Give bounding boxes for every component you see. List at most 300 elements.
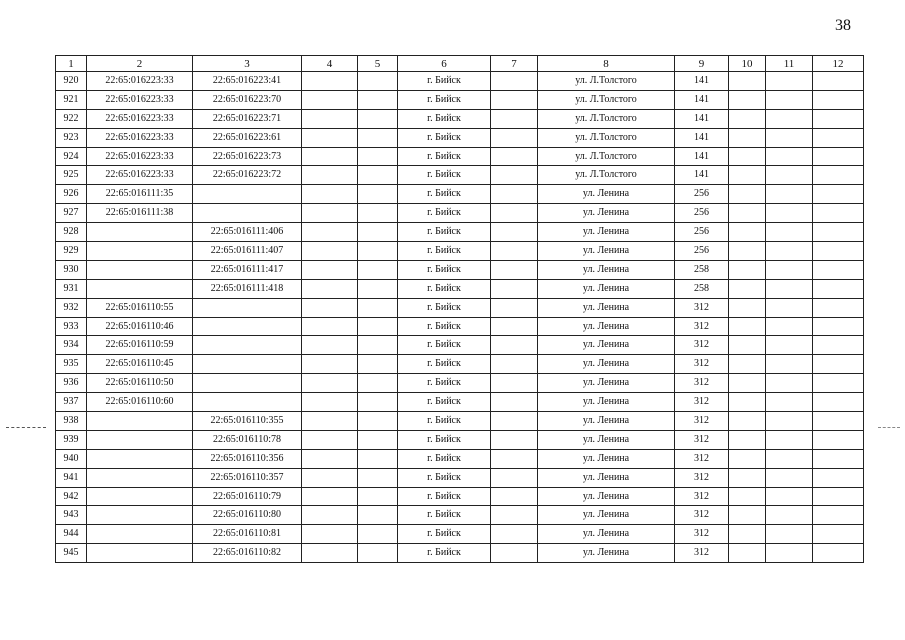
table-cell: 938: [56, 412, 87, 431]
table-cell: [491, 298, 538, 317]
table-cell: 256: [675, 185, 729, 204]
column-header: 8: [538, 56, 675, 72]
table-cell: 22:65:016223:73: [193, 147, 302, 166]
table-cell: [302, 204, 358, 223]
table-cell: 22:65:016223:72: [193, 166, 302, 185]
table-cell: [813, 260, 864, 279]
table-cell: [729, 109, 766, 128]
table-cell: [729, 279, 766, 298]
table-cell: г. Бийск: [398, 242, 491, 261]
table-cell: [87, 223, 193, 242]
table-cell: 22:65:016111:38: [87, 204, 193, 223]
table-cell: [491, 317, 538, 336]
table-cell: ул. Ленина: [538, 185, 675, 204]
table-cell: 22:65:016111:418: [193, 279, 302, 298]
table-cell: г. Бийск: [398, 109, 491, 128]
table-cell: 256: [675, 204, 729, 223]
table-cell: г. Бийск: [398, 128, 491, 147]
table-cell: [813, 355, 864, 374]
table-cell: [358, 260, 398, 279]
table-cell: 141: [675, 90, 729, 109]
table-cell: [358, 336, 398, 355]
table-cell: г. Бийск: [398, 355, 491, 374]
table-cell: [302, 279, 358, 298]
table-cell: [302, 90, 358, 109]
table-cell: 923: [56, 128, 87, 147]
table-body: [56, 72, 864, 563]
table-row: [56, 204, 864, 223]
table-cell: [302, 449, 358, 468]
table-cell: г. Бийск: [398, 185, 491, 204]
table-cell: [358, 487, 398, 506]
table-cell: [729, 393, 766, 412]
table-cell: [491, 468, 538, 487]
table-cell: [729, 412, 766, 431]
table-cell: [358, 317, 398, 336]
table-cell: [729, 72, 766, 91]
table-cell: [491, 487, 538, 506]
table-cell: 312: [675, 525, 729, 544]
table-cell: [491, 412, 538, 431]
table-cell: [491, 242, 538, 261]
table-cell: [766, 412, 813, 431]
table-cell: 934: [56, 336, 87, 355]
table-row: [56, 449, 864, 468]
table-cell: 22:65:016110:78: [193, 430, 302, 449]
table-cell: 22:65:016223:33: [87, 147, 193, 166]
table-cell: [729, 317, 766, 336]
column-header: 6: [398, 56, 491, 72]
table-cell: ул. Ленина: [538, 204, 675, 223]
table-cell: [729, 525, 766, 544]
table-row: [56, 544, 864, 563]
table-cell: [729, 298, 766, 317]
table-cell: [729, 430, 766, 449]
table-cell: [302, 487, 358, 506]
table-cell: ул. Ленина: [538, 242, 675, 261]
table-cell: [491, 279, 538, 298]
table-row: [56, 393, 864, 412]
table-cell: [302, 260, 358, 279]
table-cell: 312: [675, 317, 729, 336]
table-cell: [766, 336, 813, 355]
table-cell: г. Бийск: [398, 72, 491, 91]
table-row: [56, 374, 864, 393]
table-cell: [302, 166, 358, 185]
table-cell: [87, 242, 193, 261]
table-cell: 141: [675, 166, 729, 185]
table-cell: 22:65:016223:33: [87, 109, 193, 128]
table-cell: 22:65:016110:45: [87, 355, 193, 374]
table-cell: [193, 374, 302, 393]
table-cell: [491, 393, 538, 412]
table-cell: [813, 128, 864, 147]
table-cell: ул. Л.Толстого: [538, 128, 675, 147]
table-cell: ул. Л.Толстого: [538, 90, 675, 109]
table-cell: ул. Л.Толстого: [538, 72, 675, 91]
table-cell: ул. Ленина: [538, 487, 675, 506]
table-cell: 312: [675, 449, 729, 468]
table-cell: ул. Ленина: [538, 355, 675, 374]
table-cell: [766, 525, 813, 544]
table-cell: 942: [56, 487, 87, 506]
table-cell: [813, 298, 864, 317]
table-cell: 931: [56, 279, 87, 298]
table-cell: [766, 72, 813, 91]
table-cell: [358, 544, 398, 563]
table-cell: [729, 355, 766, 374]
table-cell: [766, 166, 813, 185]
table-row: [56, 185, 864, 204]
table-row: [56, 298, 864, 317]
table-cell: [302, 128, 358, 147]
table-cell: ул. Ленина: [538, 223, 675, 242]
table-cell: [193, 204, 302, 223]
table-cell: 22:65:016110:60: [87, 393, 193, 412]
table-cell: 925: [56, 166, 87, 185]
table-cell: [766, 128, 813, 147]
table-cell: [302, 147, 358, 166]
table-cell: [766, 147, 813, 166]
table-cell: 937: [56, 393, 87, 412]
table-row: [56, 109, 864, 128]
table-cell: [358, 468, 398, 487]
table-cell: [87, 260, 193, 279]
table-cell: ул. Ленина: [538, 298, 675, 317]
table-cell: [766, 506, 813, 525]
table-cell: [766, 223, 813, 242]
table-cell: 258: [675, 260, 729, 279]
table-cell: г. Бийск: [398, 204, 491, 223]
table-cell: [358, 128, 398, 147]
table-cell: 22:65:016110:55: [87, 298, 193, 317]
table-cell: 141: [675, 128, 729, 147]
table-cell: 922: [56, 109, 87, 128]
table-cell: [491, 260, 538, 279]
table-cell: [813, 506, 864, 525]
table-cell: [358, 506, 398, 525]
table-cell: [491, 90, 538, 109]
table-row: [56, 260, 864, 279]
table-cell: [302, 72, 358, 91]
table-cell: 258: [675, 279, 729, 298]
table-cell: [729, 544, 766, 563]
table-cell: 22:65:016111:406: [193, 223, 302, 242]
table-cell: [87, 430, 193, 449]
table-cell: [813, 525, 864, 544]
table-cell: [491, 506, 538, 525]
table-cell: 22:65:016223:33: [87, 128, 193, 147]
table-cell: 943: [56, 506, 87, 525]
table-cell: 22:65:016223:61: [193, 128, 302, 147]
table-cell: [813, 449, 864, 468]
table-cell: 22:65:016223:33: [87, 166, 193, 185]
table-cell: ул. Ленина: [538, 506, 675, 525]
table-cell: г. Бийск: [398, 166, 491, 185]
table-cell: г. Бийск: [398, 279, 491, 298]
table-row: [56, 336, 864, 355]
table-row: [56, 242, 864, 261]
table-cell: [358, 90, 398, 109]
table-cell: [87, 279, 193, 298]
table-cell: 312: [675, 374, 729, 393]
table-cell: 944: [56, 525, 87, 544]
table-cell: 930: [56, 260, 87, 279]
table-cell: г. Бийск: [398, 412, 491, 431]
table-cell: [491, 525, 538, 544]
table-cell: [193, 336, 302, 355]
table-cell: 22:65:016110:356: [193, 449, 302, 468]
table-cell: [193, 355, 302, 374]
table-row: [56, 468, 864, 487]
table-cell: г. Бийск: [398, 374, 491, 393]
table-cell: ул. Ленина: [538, 279, 675, 298]
table-cell: 22:65:016110:79: [193, 487, 302, 506]
table-cell: г. Бийск: [398, 260, 491, 279]
table-cell: [302, 109, 358, 128]
table-cell: [87, 487, 193, 506]
table-cell: ул. Ленина: [538, 449, 675, 468]
table-row: [56, 147, 864, 166]
table-cell: [358, 449, 398, 468]
table-cell: 256: [675, 223, 729, 242]
table-cell: ул. Ленина: [538, 336, 675, 355]
table-cell: [87, 412, 193, 431]
column-header: 11: [766, 56, 813, 72]
table-cell: г. Бийск: [398, 430, 491, 449]
table-cell: [302, 355, 358, 374]
table-cell: 22:65:016223:41: [193, 72, 302, 91]
table-cell: [302, 242, 358, 261]
table-cell: г. Бийск: [398, 90, 491, 109]
table-cell: [302, 223, 358, 242]
table-cell: [813, 72, 864, 91]
table-cell: [491, 166, 538, 185]
table-cell: [813, 430, 864, 449]
page-number: 38: [835, 17, 851, 34]
table-cell: 312: [675, 336, 729, 355]
table-cell: [729, 260, 766, 279]
table-cell: 22:65:016110:46: [87, 317, 193, 336]
table-cell: [491, 374, 538, 393]
register-table: [55, 55, 864, 563]
table-cell: [302, 430, 358, 449]
table-cell: 312: [675, 393, 729, 412]
table-cell: 22:65:016223:70: [193, 90, 302, 109]
table-cell: 22:65:016110:357: [193, 468, 302, 487]
table-cell: 926: [56, 185, 87, 204]
table-cell: [302, 393, 358, 412]
table-cell: г. Бийск: [398, 544, 491, 563]
table-cell: 939: [56, 430, 87, 449]
table-cell: [302, 317, 358, 336]
table-cell: [358, 223, 398, 242]
table-cell: 941: [56, 468, 87, 487]
table-cell: [491, 449, 538, 468]
table-cell: [358, 412, 398, 431]
table-cell: 312: [675, 487, 729, 506]
column-header: 9: [675, 56, 729, 72]
table-cell: [729, 468, 766, 487]
table-cell: [813, 185, 864, 204]
table-cell: [729, 336, 766, 355]
table-cell: ул. Л.Толстого: [538, 166, 675, 185]
table-cell: г. Бийск: [398, 223, 491, 242]
table-cell: 22:65:016111:417: [193, 260, 302, 279]
table-cell: ул. Ленина: [538, 412, 675, 431]
table-cell: [87, 506, 193, 525]
table-cell: 22:65:016110:82: [193, 544, 302, 563]
table-cell: ул. Ленина: [538, 317, 675, 336]
table-cell: [813, 204, 864, 223]
table-cell: ул. Ленина: [538, 374, 675, 393]
column-header: 1: [56, 56, 87, 72]
table-cell: [491, 223, 538, 242]
table-cell: 921: [56, 90, 87, 109]
table-cell: [358, 204, 398, 223]
table-cell: [491, 355, 538, 374]
table-cell: [358, 525, 398, 544]
table-cell: [358, 72, 398, 91]
table-cell: ул. Ленина: [538, 544, 675, 563]
table-row: [56, 279, 864, 298]
table-cell: 935: [56, 355, 87, 374]
table-cell: [491, 544, 538, 563]
table-row: [56, 430, 864, 449]
table-cell: 312: [675, 355, 729, 374]
table-cell: [193, 317, 302, 336]
table-cell: [766, 90, 813, 109]
table-cell: [358, 430, 398, 449]
table-cell: ул. Л.Толстого: [538, 109, 675, 128]
table-cell: [766, 374, 813, 393]
table-cell: [87, 544, 193, 563]
table-cell: [813, 317, 864, 336]
table-cell: г. Бийск: [398, 468, 491, 487]
table-cell: 936: [56, 374, 87, 393]
table-cell: [766, 260, 813, 279]
table-cell: [358, 166, 398, 185]
table-cell: г. Бийск: [398, 525, 491, 544]
table-cell: [302, 544, 358, 563]
table-cell: 141: [675, 109, 729, 128]
table-row: [56, 166, 864, 185]
table-cell: [766, 185, 813, 204]
table-cell: 312: [675, 412, 729, 431]
table-cell: [302, 185, 358, 204]
table-cell: [813, 544, 864, 563]
table-cell: [491, 204, 538, 223]
table-cell: [491, 109, 538, 128]
table-row: [56, 487, 864, 506]
table-cell: [729, 374, 766, 393]
table-row: [56, 90, 864, 109]
table-cell: [729, 166, 766, 185]
table-cell: [729, 506, 766, 525]
table-cell: [358, 393, 398, 412]
table-row: [56, 525, 864, 544]
table-row: [56, 72, 864, 91]
table-cell: [766, 544, 813, 563]
table-cell: [358, 109, 398, 128]
table-cell: 924: [56, 147, 87, 166]
table-cell: 312: [675, 298, 729, 317]
table-cell: [729, 487, 766, 506]
table-cell: [729, 147, 766, 166]
table-cell: 22:65:016111:407: [193, 242, 302, 261]
table-cell: [766, 449, 813, 468]
table-cell: 141: [675, 147, 729, 166]
table-cell: [729, 90, 766, 109]
table-cell: 22:65:016111:35: [87, 185, 193, 204]
table-cell: [491, 72, 538, 91]
table-cell: 22:65:016223:33: [87, 72, 193, 91]
table-cell: [813, 90, 864, 109]
table-cell: 945: [56, 544, 87, 563]
column-header: 12: [813, 56, 864, 72]
table-cell: [491, 430, 538, 449]
table-cell: [87, 525, 193, 544]
table-cell: [302, 336, 358, 355]
table-cell: [766, 298, 813, 317]
column-header: 4: [302, 56, 358, 72]
table-cell: 256: [675, 242, 729, 261]
table-cell: г. Бийск: [398, 336, 491, 355]
table-cell: [491, 185, 538, 204]
table-cell: [766, 279, 813, 298]
table-cell: 312: [675, 544, 729, 563]
table-cell: 312: [675, 468, 729, 487]
table-cell: [302, 506, 358, 525]
table-cell: [766, 487, 813, 506]
table-cell: [491, 336, 538, 355]
table-row: [56, 506, 864, 525]
column-header: 2: [87, 56, 193, 72]
table-cell: [813, 109, 864, 128]
table-cell: [729, 185, 766, 204]
table-cell: [766, 355, 813, 374]
table-cell: 22:65:016110:80: [193, 506, 302, 525]
table-cell: [358, 355, 398, 374]
table-row: [56, 128, 864, 147]
table-cell: 312: [675, 506, 729, 525]
table-cell: [491, 128, 538, 147]
table-cell: [358, 298, 398, 317]
table-cell: [729, 223, 766, 242]
table-row: [56, 223, 864, 242]
table-cell: [766, 393, 813, 412]
table-cell: [302, 374, 358, 393]
table-cell: [87, 449, 193, 468]
table-row: [56, 317, 864, 336]
table-cell: 22:65:016110:355: [193, 412, 302, 431]
table-cell: 933: [56, 317, 87, 336]
table-cell: [193, 185, 302, 204]
table-cell: 929: [56, 242, 87, 261]
table-cell: [302, 412, 358, 431]
table-cell: [358, 374, 398, 393]
table-cell: 22:65:016223:33: [87, 90, 193, 109]
table-cell: [766, 109, 813, 128]
table-cell: г. Бийск: [398, 147, 491, 166]
scan-artifact-left: [6, 427, 46, 428]
table-cell: [302, 468, 358, 487]
column-header: 7: [491, 56, 538, 72]
table-cell: [358, 242, 398, 261]
table-cell: [193, 298, 302, 317]
table-cell: [813, 336, 864, 355]
column-header: 10: [729, 56, 766, 72]
